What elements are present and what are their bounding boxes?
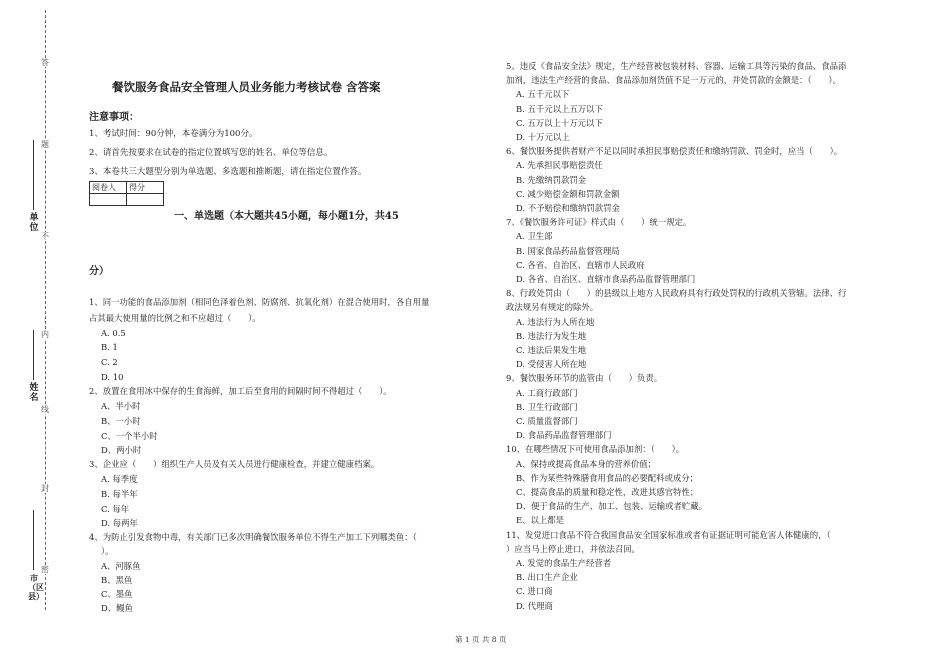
- question-line: C. 各省、自治区、直辖市人民政府: [516, 260, 645, 270]
- question-line: B. 国家食品药品监督管理局: [516, 246, 620, 256]
- question-line: 政法规另有规定的除外。: [506, 302, 599, 312]
- question-line: B. 五千元以上五万以下: [516, 104, 603, 114]
- question-line: ）应当马上停止进口，并依法召回。: [506, 544, 640, 554]
- question-line: C. 2: [101, 357, 118, 367]
- name-line: [33, 140, 34, 210]
- section-heading: 一、单选题（本大题共45小题，每小题1分，共45: [174, 211, 399, 222]
- question-line: C、墨鱼: [101, 589, 133, 599]
- binding-mark: 封: [41, 484, 49, 493]
- name-line: [33, 510, 34, 570]
- question-line: C、一个半小时: [101, 431, 158, 441]
- question-line: A. 发觉的食品生产经营者: [516, 558, 612, 568]
- question-line: 5、违反《食品安全法》规定，生产经营被包装材料、容器、运输工具等污染的食品、食品添: [506, 61, 847, 71]
- note-item: 1、考试时间：90分钟，本卷满分为100分。: [89, 129, 258, 139]
- question-line: 6、餐饮服务提供者财产不足以同时承担民事赔偿责任和缴纳罚款、罚金时，应当（ ）。: [506, 146, 843, 156]
- question-line: D、两小时: [101, 445, 142, 455]
- grader-cell[interactable]: [90, 194, 127, 206]
- section-heading-cont: 分）: [89, 266, 109, 277]
- question-line: 1、同一功能的食品添加剂（相同色泽着色剂、防腐剂、抗氧化剂）在混合使用时，各自用量: [89, 297, 430, 307]
- question-line: B. 每半年: [101, 489, 138, 499]
- question-line: B、一小时: [101, 416, 141, 426]
- question-line: 10、在哪些情况下可使用食品添加剂：（ ）。: [506, 444, 685, 454]
- question-line: B. 违法行为发生地: [516, 331, 587, 341]
- question-line: C. 减少赔偿金额和罚款金额: [516, 189, 620, 199]
- question-line: D. 受侵害人所在地: [516, 359, 587, 369]
- binding-mark: 线: [41, 405, 49, 414]
- question-line: B、作为某些特殊膳食用食品的必要配料或成分；: [516, 473, 699, 483]
- question-line: A. 工商行政部门: [516, 388, 578, 398]
- question-line: 7、《餐饮服务许可证》样式由（ ）统一规定。: [506, 217, 692, 227]
- question-line: A、保持或提高食品本身的营养价值；: [516, 459, 657, 469]
- question-line: E、以上都是: [516, 515, 564, 525]
- page-footer: 第 1 页 共 8 页: [455, 635, 507, 644]
- question-line: B. 先缴纳罚款罚金: [516, 175, 587, 185]
- binding-dashed-line: [45, 10, 46, 610]
- page-title: 餐饮服务食品安全管理人员业务能力考核试卷 含答案: [112, 80, 381, 94]
- grader-header: 阅卷人: [90, 182, 127, 194]
- question-line: C. 进口商: [516, 586, 553, 596]
- question-line: C. 质量监督部门: [516, 416, 578, 426]
- question-line: B. 卫生行政部门: [516, 402, 578, 412]
- question-line: B. 出口生产企业: [516, 572, 578, 582]
- question-line: A、河豚鱼: [101, 561, 141, 571]
- score-header: 得分: [127, 182, 164, 194]
- question-line: D、鳗鱼: [101, 603, 133, 613]
- question-line: D. 各省、自治区、直辖市食品药品监督管理部门: [516, 274, 696, 284]
- question-line: 9、餐饮服务环节的监管由（ ）负责。: [506, 373, 663, 383]
- note-item: 2、请首先按要求在试卷的指定位置填写您的姓名、单位等信息。: [89, 148, 333, 158]
- note-item: 3、本卷共三大题型分别为单选题、多选题和推断题，请在指定位置作答。: [89, 167, 367, 177]
- binding-mark: 内: [41, 330, 49, 339]
- question-line: A. 卫生部: [516, 231, 553, 241]
- question-line: 4、为防止引发食物中毒，有关部门已多次明确餐饮服务单位不得生产加工下列哪类鱼：（: [89, 532, 417, 542]
- unit-label: 单位: [29, 213, 39, 233]
- question-line: A. 先承担民事赔偿责任: [516, 160, 603, 170]
- question-line: B、黑鱼: [101, 575, 133, 585]
- question-line: B. 1: [101, 342, 118, 352]
- question-line: A、半小时: [101, 401, 141, 411]
- notes-heading: 注意事项：: [89, 112, 139, 123]
- question-line: D. 每两年: [101, 518, 138, 528]
- question-line: C. 每年: [101, 504, 130, 514]
- name-label: 姓名: [29, 383, 39, 403]
- question-line: C、提高食品的质量和稳定性，改进其感官特性；: [516, 487, 699, 497]
- question-line: A. 违法行为人所在地: [516, 317, 595, 327]
- question-line: 3、企业应（ ）组织生产人员及有关人员进行健康检查，并建立健康档案。: [89, 459, 380, 469]
- question-line: C. 违法后果发生地: [516, 345, 587, 355]
- question-line: 8、行政处罚由（ ）的县级以上地方人民政府具有行政处罚权的行政机关管辖。法律、行: [506, 288, 847, 298]
- question-line: D. 食品药品监督管理部门: [516, 430, 612, 440]
- question-line: D、便于食品的生产、加工、包装、运输或者贮藏。: [516, 501, 707, 511]
- question-line: 11、发觉进口食品不符合我国食品安全国家标准或者有证据证明可能危害人体健康的，（: [506, 530, 831, 540]
- name-line: [33, 330, 34, 380]
- score-table: [89, 181, 164, 206]
- question-line: D. 不予赔偿和缴纳罚款罚金: [516, 203, 620, 213]
- binding-margin: [0, 0, 78, 671]
- district-label: 市（区县）: [28, 573, 44, 601]
- question-line: C. 五万以上十万元以下: [516, 118, 603, 128]
- question-line: 2、放置在食用冰中保存的生食海鲜，加工后至食用的间隔时间不得超过（ ）。: [89, 386, 392, 396]
- question-line: A. 0.5: [101, 328, 126, 338]
- question-line: 占其最大使用量的比例之和不应超过（ ）。: [89, 313, 261, 323]
- binding-mark: 题: [41, 140, 49, 149]
- binding-mark: 密: [41, 565, 49, 574]
- question-line: ）。: [101, 546, 114, 556]
- question-line: A. 每季度: [101, 474, 138, 484]
- question-line: 加剂，违法生产经营的食品、食品添加剂货值不足一万元的，并处罚款的金额是：（ ）。: [506, 75, 841, 85]
- binding-mark: 答: [41, 58, 49, 67]
- binding-mark: 不: [41, 232, 49, 241]
- question-line: D. 代理商: [516, 601, 553, 611]
- question-line: A. 五千元以下: [516, 89, 570, 99]
- score-cell[interactable]: [127, 194, 164, 206]
- question-line: D. 10: [101, 372, 124, 382]
- question-line: D. 十万元以上: [516, 132, 570, 142]
